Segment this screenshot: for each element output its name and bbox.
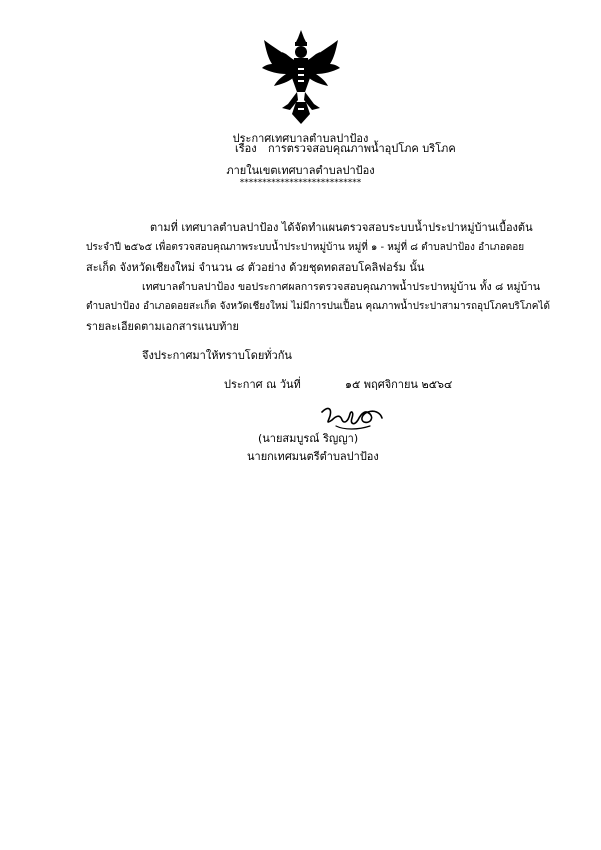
signature-image	[318, 400, 388, 434]
subject-text: การตรวจสอบคุณภาพน้ำอุปโภค บริโภค	[268, 142, 456, 155]
garuda-emblem-icon	[258, 28, 344, 126]
paragraph-2-line-1: เทศบาลตำบลปาป้อง ขอประกาศผลการตรวจสอบคุณภาพน้ำประปาหมู่บ้าน ทั้ง ๘ หมู่บ้าน	[142, 281, 541, 293]
announcement-title: ประกาศเทศบาลตำบลปาป้อง	[232, 132, 369, 145]
divider: ***************************	[239, 178, 362, 188]
date-label: ประกาศ ณ วันที่	[224, 378, 301, 391]
paragraph-2-line-3: รายละเอียดตามเอกสารแนบท้าย	[86, 320, 239, 333]
paragraph-1-line-3: สะเก็ด จังหวัดเชียงใหม่ จำนวน ๘ ตัวอย่าง ด้วยชุดทดสอบโคลิฟอร์ม นั้น	[86, 261, 425, 274]
subject-label: เรื่อง	[235, 142, 257, 155]
paragraph-1-line-2: ประจำปี ๒๕๖๕ เพื่อตรวจสอบคุณภาพระบบน้ำประปาหมู่บ้าน หมู่ที่ ๑ - หมู่ที่ ๘ ตำบลปาป้อง อำเภอดอย	[86, 242, 525, 253]
signatory-name: (นายสมบูรณ์ ริญญา)	[258, 432, 359, 445]
paragraph-2-line-2: ตำบลปาป้อง อำเภอดอยสะเก็ด จังหวัดเชียงใหม่ ไม่มีการปนเปื้อน คุณภาพน้ำประปาสามารถอุปโภคบริโภคได้	[86, 301, 550, 312]
closing-text: จึงประกาศมาให้ทราบโดยทั่วกัน	[142, 349, 292, 362]
signatory-position: นายกเทศมนตรีตำบลปาป้อง	[247, 450, 379, 463]
subject-line-2: ภายในเขตเทศบาลตำบลปาป้อง	[226, 164, 375, 177]
paragraph-1-line-1: ตามที่ เทศบาลตำบลปาป้อง ได้จัดทำแผนตรวจสอบระบบน้ำประปาหมู่บ้านเบื้องต้น	[150, 221, 533, 234]
date-value: ๑๕ พฤศจิกายน ๒๕๖๔	[345, 378, 453, 391]
